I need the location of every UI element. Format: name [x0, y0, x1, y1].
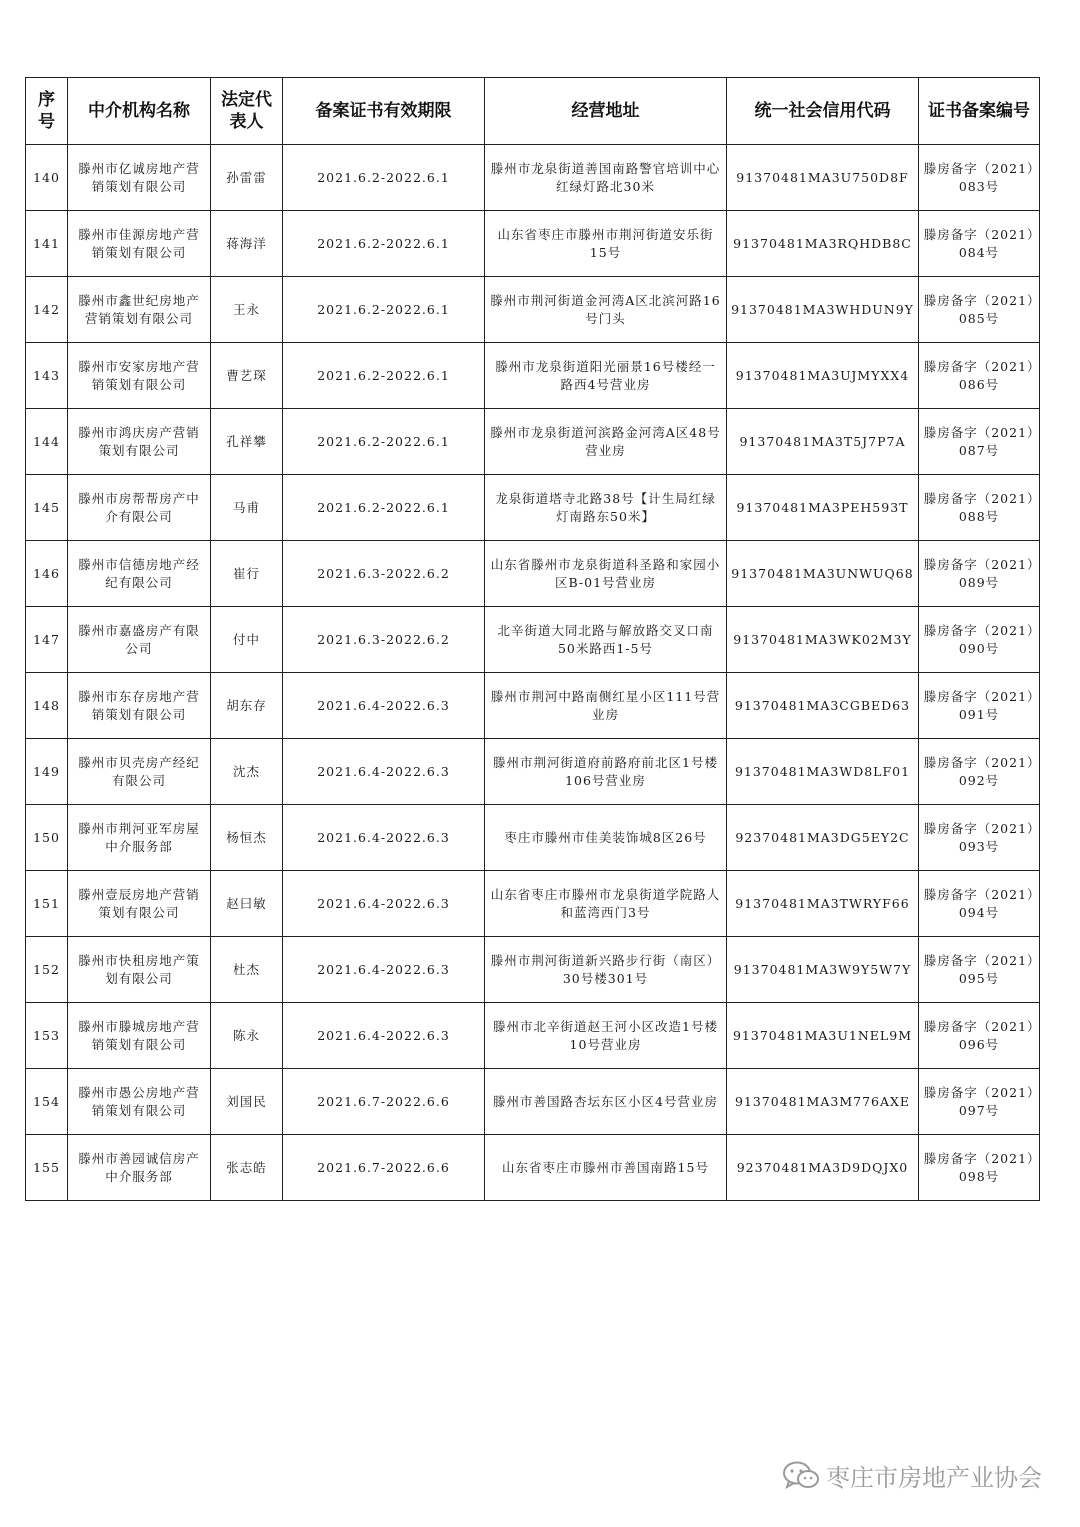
cell-cert-number: 滕房备字（2021）092号 [919, 739, 1040, 805]
cell-business-address: 滕州市荆河街道新兴路步行街（南区）30号楼301号 [485, 937, 727, 1003]
cell-legal-representative: 杨恒杰 [211, 805, 283, 871]
cell-cert-number: 滕房备字（2021）087号 [919, 409, 1040, 475]
cell-business-address: 枣庄市滕州市佳美装饰城8区26号 [485, 805, 727, 871]
cell-business-address: 山东省枣庄市滕州市善国南路15号 [485, 1135, 727, 1201]
cell-validity-period: 2021.6.2-2022.6.1 [283, 211, 485, 277]
cell-credit-code: 91370481MA3RQHDB8C [727, 211, 919, 277]
cell-agency-name: 滕州市亿诚房地产营销策划有限公司 [68, 145, 211, 211]
cell-validity-period: 2021.6.2-2022.6.1 [283, 145, 485, 211]
header-business-address: 经营地址 [485, 78, 727, 145]
cell-business-address: 龙泉街道塔寺北路38号【计生局红绿灯南路东50米】 [485, 475, 727, 541]
cell-legal-representative: 胡东存 [211, 673, 283, 739]
table-row [26, 739, 1040, 805]
cell-credit-code: 91370481MA3M776AXE [727, 1069, 919, 1135]
cell-credit-code: 91370481MA3CGBED63 [727, 673, 919, 739]
cell-validity-period: 2021.6.7-2022.6.6 [283, 1135, 485, 1201]
cell-cert-number: 滕房备字（2021）090号 [919, 607, 1040, 673]
cell-legal-representative: 沈杰 [211, 739, 283, 805]
cell-validity-period: 2021.6.7-2022.6.6 [283, 1069, 485, 1135]
cell-validity-period: 2021.6.3-2022.6.2 [283, 541, 485, 607]
header-credit-code: 统一社会信用代码 [727, 78, 919, 145]
cell-seq: 152 [26, 937, 68, 1003]
cell-business-address: 滕州市龙泉街道河滨路金河湾A区48号营业房 [485, 409, 727, 475]
table-row [26, 541, 1040, 607]
cell-legal-representative: 蒋海洋 [211, 211, 283, 277]
header-legal-representative: 法定代表人 [211, 78, 283, 145]
header-agency-name: 中介机构名称 [68, 78, 211, 145]
cell-cert-number: 滕房备字（2021）091号 [919, 673, 1040, 739]
cell-cert-number: 滕房备字（2021）096号 [919, 1003, 1040, 1069]
table-header-row [26, 78, 1040, 145]
table-row [26, 343, 1040, 409]
cell-cert-number: 滕房备字（2021）083号 [919, 145, 1040, 211]
cell-cert-number: 滕房备字（2021）098号 [919, 1135, 1040, 1201]
cell-seq: 144 [26, 409, 68, 475]
cell-seq: 155 [26, 1135, 68, 1201]
cell-credit-code: 91370481MA3PEH593T [727, 475, 919, 541]
cell-legal-representative: 刘国民 [211, 1069, 283, 1135]
cell-cert-number: 滕房备字（2021）095号 [919, 937, 1040, 1003]
cell-validity-period: 2021.6.4-2022.6.3 [283, 739, 485, 805]
header-seq: 序号 [26, 78, 68, 145]
cell-business-address: 滕州市龙泉街道阳光丽景16号楼经一路西4号营业房 [485, 343, 727, 409]
cell-business-address: 滕州市荆河街道金河湾A区北滨河路16号门头 [485, 277, 727, 343]
cell-credit-code: 91370481MA3WD8LF01 [727, 739, 919, 805]
cell-agency-name: 滕州市荆河亚军房屋中介服务部 [68, 805, 211, 871]
table-row [26, 409, 1040, 475]
cell-legal-representative: 陈永 [211, 1003, 283, 1069]
cell-credit-code: 91370481MA3WK02M3Y [727, 607, 919, 673]
cell-agency-name: 滕州市东存房地产营销策划有限公司 [68, 673, 211, 739]
cell-seq: 147 [26, 607, 68, 673]
cell-legal-representative: 杜杰 [211, 937, 283, 1003]
cell-credit-code: 92370481MA3DG5EY2C [727, 805, 919, 871]
cell-agency-name: 滕州市信德房地产经纪有限公司 [68, 541, 211, 607]
table-row [26, 871, 1040, 937]
wechat-icon [782, 1460, 820, 1492]
cell-business-address: 山东省枣庄市滕州市荆河街道安乐街15号 [485, 211, 727, 277]
table-row [26, 607, 1040, 673]
cell-validity-period: 2021.6.2-2022.6.1 [283, 409, 485, 475]
cell-validity-period: 2021.6.4-2022.6.3 [283, 673, 485, 739]
cell-seq: 151 [26, 871, 68, 937]
cell-cert-number: 滕房备字（2021）088号 [919, 475, 1040, 541]
cell-validity-period: 2021.6.2-2022.6.1 [283, 277, 485, 343]
cell-cert-number: 滕房备字（2021）086号 [919, 343, 1040, 409]
cell-seq: 154 [26, 1069, 68, 1135]
cell-agency-name: 滕州市房帮帮房产中介有限公司 [68, 475, 211, 541]
table-row [26, 805, 1040, 871]
table-row [26, 145, 1040, 211]
cell-legal-representative: 马甫 [211, 475, 283, 541]
cell-agency-name: 滕州市安家房地产营销策划有限公司 [68, 343, 211, 409]
table-row [26, 937, 1040, 1003]
watermark [782, 1458, 1042, 1493]
cell-validity-period: 2021.6.4-2022.6.3 [283, 937, 485, 1003]
cell-agency-name: 滕州市贝壳房产经纪有限公司 [68, 739, 211, 805]
cell-business-address: 滕州市荆河中路南侧红星小区111号营业房 [485, 673, 727, 739]
cell-seq: 149 [26, 739, 68, 805]
cell-cert-number: 滕房备字（2021）085号 [919, 277, 1040, 343]
cell-business-address: 滕州市龙泉街道善国南路警官培训中心红绿灯路北30米 [485, 145, 727, 211]
cell-seq: 145 [26, 475, 68, 541]
table-body [26, 145, 1040, 1201]
table-row [26, 1069, 1040, 1135]
cell-agency-name: 滕州市佳源房地产营销策划有限公司 [68, 211, 211, 277]
cell-legal-representative: 曹艺琛 [211, 343, 283, 409]
cell-cert-number: 滕房备字（2021）094号 [919, 871, 1040, 937]
cell-seq: 142 [26, 277, 68, 343]
cell-seq: 150 [26, 805, 68, 871]
cell-agency-name: 滕州市鸿庆房产营销策划有限公司 [68, 409, 211, 475]
cell-business-address: 滕州市荆河街道府前路府前北区1号楼106号营业房 [485, 739, 727, 805]
cell-legal-representative: 张志皓 [211, 1135, 283, 1201]
cell-credit-code: 91370481MA3UNWUQ68 [727, 541, 919, 607]
cell-cert-number: 滕房备字（2021）084号 [919, 211, 1040, 277]
cell-seq: 148 [26, 673, 68, 739]
cell-seq: 146 [26, 541, 68, 607]
cell-agency-name: 滕州市愚公房地产营销策划有限公司 [68, 1069, 211, 1135]
table-row [26, 475, 1040, 541]
cell-business-address: 滕州市北辛街道赵王河小区改造1号楼10号营业房 [485, 1003, 727, 1069]
cell-legal-representative: 赵曰敏 [211, 871, 283, 937]
cell-cert-number: 滕房备字（2021）093号 [919, 805, 1040, 871]
table-row [26, 277, 1040, 343]
cell-validity-period: 2021.6.4-2022.6.3 [283, 871, 485, 937]
cell-agency-name: 滕州市快租房地产策划有限公司 [68, 937, 211, 1003]
table-row [26, 211, 1040, 277]
cell-credit-code: 91370481MA3T5J7P7A [727, 409, 919, 475]
cell-seq: 140 [26, 145, 68, 211]
cell-validity-period: 2021.6.2-2022.6.1 [283, 343, 485, 409]
table-row [26, 1135, 1040, 1201]
cell-business-address: 北辛街道大同北路与解放路交叉口南50米路西1-5号 [485, 607, 727, 673]
cell-seq: 153 [26, 1003, 68, 1069]
cell-business-address: 山东省滕州市龙泉街道科圣路和家园小区B-01号营业房 [485, 541, 727, 607]
watermark-text: 枣庄市房地产业协会 [826, 1464, 1042, 1492]
cell-legal-representative: 崔行 [211, 541, 283, 607]
cell-credit-code: 91370481MA3W9Y5W7Y [727, 937, 919, 1003]
cell-business-address: 山东省枣庄市滕州市龙泉街道学院路人和蓝湾西门3号 [485, 871, 727, 937]
cell-seq: 143 [26, 343, 68, 409]
cell-agency-name: 滕州市滕城房地产营销策划有限公司 [68, 1003, 211, 1069]
cell-legal-representative: 孔祥攀 [211, 409, 283, 475]
cell-validity-period: 2021.6.2-2022.6.1 [283, 475, 485, 541]
cell-legal-representative: 王永 [211, 277, 283, 343]
cell-seq: 141 [26, 211, 68, 277]
cell-credit-code: 91370481MA3U750D8F [727, 145, 919, 211]
cell-credit-code: 92370481MA3D9DQJX0 [727, 1135, 919, 1201]
agency-registry-table [25, 77, 1040, 1201]
cell-cert-number: 滕房备字（2021）097号 [919, 1069, 1040, 1135]
cell-credit-code: 91370481MA3U1NEL9M [727, 1003, 919, 1069]
cell-credit-code: 91370481MA3WHDUN9Y [727, 277, 919, 343]
header-cert-number: 证书备案编号 [919, 78, 1040, 145]
cell-credit-code: 91370481MA3TWRYF66 [727, 871, 919, 937]
cell-cert-number: 滕房备字（2021）089号 [919, 541, 1040, 607]
cell-validity-period: 2021.6.4-2022.6.3 [283, 1003, 485, 1069]
cell-validity-period: 2021.6.3-2022.6.2 [283, 607, 485, 673]
cell-validity-period: 2021.6.4-2022.6.3 [283, 805, 485, 871]
table-row [26, 1003, 1040, 1069]
cell-agency-name: 滕州市鑫世纪房地产营销策划有限公司 [68, 277, 211, 343]
cell-legal-representative: 孙雷雷 [211, 145, 283, 211]
header-validity-period: 备案证书有效期限 [283, 78, 485, 145]
cell-legal-representative: 付中 [211, 607, 283, 673]
cell-agency-name: 滕州市嘉盛房产有限公司 [68, 607, 211, 673]
cell-credit-code: 91370481MA3UJMYXX4 [727, 343, 919, 409]
cell-business-address: 滕州市善国路杏坛东区小区4号营业房 [485, 1069, 727, 1135]
cell-agency-name: 滕州市善园诚信房产中介服务部 [68, 1135, 211, 1201]
table-row [26, 673, 1040, 739]
cell-agency-name: 滕州壹辰房地产营销策划有限公司 [68, 871, 211, 937]
